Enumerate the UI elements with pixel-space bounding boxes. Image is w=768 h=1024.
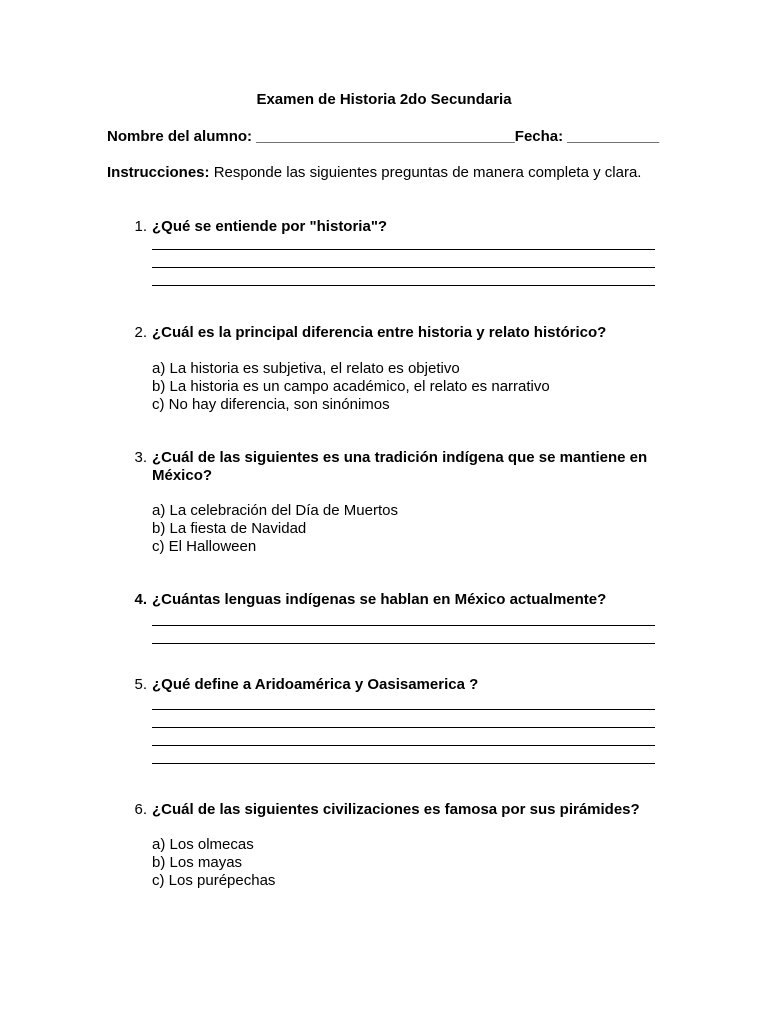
answer-line xyxy=(152,285,655,286)
question-text: ¿Cuántas lenguas indígenas se hablan en México actualmente? xyxy=(152,591,607,608)
answer-line xyxy=(152,745,655,746)
instructions xyxy=(107,164,641,182)
answer-line xyxy=(152,763,655,764)
question-text: ¿Cuál de las siguientes es una tradición indígena que se mantiene en México? xyxy=(152,449,648,484)
answer-lines xyxy=(152,249,655,303)
option-b: b) La historia es un campo académico, el relato es narrativo xyxy=(152,378,550,396)
answer-line xyxy=(152,643,655,644)
answer-options xyxy=(152,836,275,891)
option-c: c) El Halloween xyxy=(152,538,257,556)
question-text: ¿Cuál es la principal diferencia entre historia y relato histórico? xyxy=(152,324,607,341)
option-c: c) No hay diferencia, son sinónimos xyxy=(152,396,390,414)
option-a: a) Los olmecas xyxy=(152,836,254,853)
option-a: a) La celebración del Día de Muertos xyxy=(152,502,398,519)
exam-title: Examen de Historia 2do Secundaria xyxy=(256,91,512,108)
question-text: ¿Cuál de las siguientes civilizaciones es famosa por sus pirámides? xyxy=(152,801,640,818)
question-text: ¿Qué define a Aridoamérica y Oasisamerica ? xyxy=(152,676,479,693)
answer-options xyxy=(152,360,550,415)
answer-line xyxy=(152,709,655,710)
answer-line xyxy=(152,267,655,268)
answer-options xyxy=(152,502,398,557)
answer-lines xyxy=(152,625,655,661)
question-number: 1. xyxy=(134,218,147,235)
answer-line xyxy=(152,727,655,728)
instructions-label: Instrucciones: xyxy=(107,164,210,181)
option-b: b) La fiesta de Navidad xyxy=(152,520,307,538)
question-number: 3. xyxy=(134,449,147,466)
option-a: a) La historia es subjetiva, el relato es objetivo xyxy=(152,360,460,377)
question-number: 5. xyxy=(134,676,147,693)
question-number: 2. xyxy=(134,324,147,341)
question-number: 6. xyxy=(134,801,147,818)
question-number: 4. xyxy=(134,591,147,608)
student-name-date-line: Nombre del alumno: _______________________________Fecha: ___________ xyxy=(107,128,660,145)
question-text: ¿Qué se entiende por "historia"? xyxy=(152,218,388,235)
answer-lines xyxy=(152,709,655,781)
instructions-text: Responde las siguientes preguntas de manera completa y clara. xyxy=(209,164,642,181)
answer-line xyxy=(152,625,655,626)
option-c: c) Los purépechas xyxy=(152,872,276,890)
option-b: b) Los mayas xyxy=(152,854,243,872)
answer-line xyxy=(152,249,655,250)
